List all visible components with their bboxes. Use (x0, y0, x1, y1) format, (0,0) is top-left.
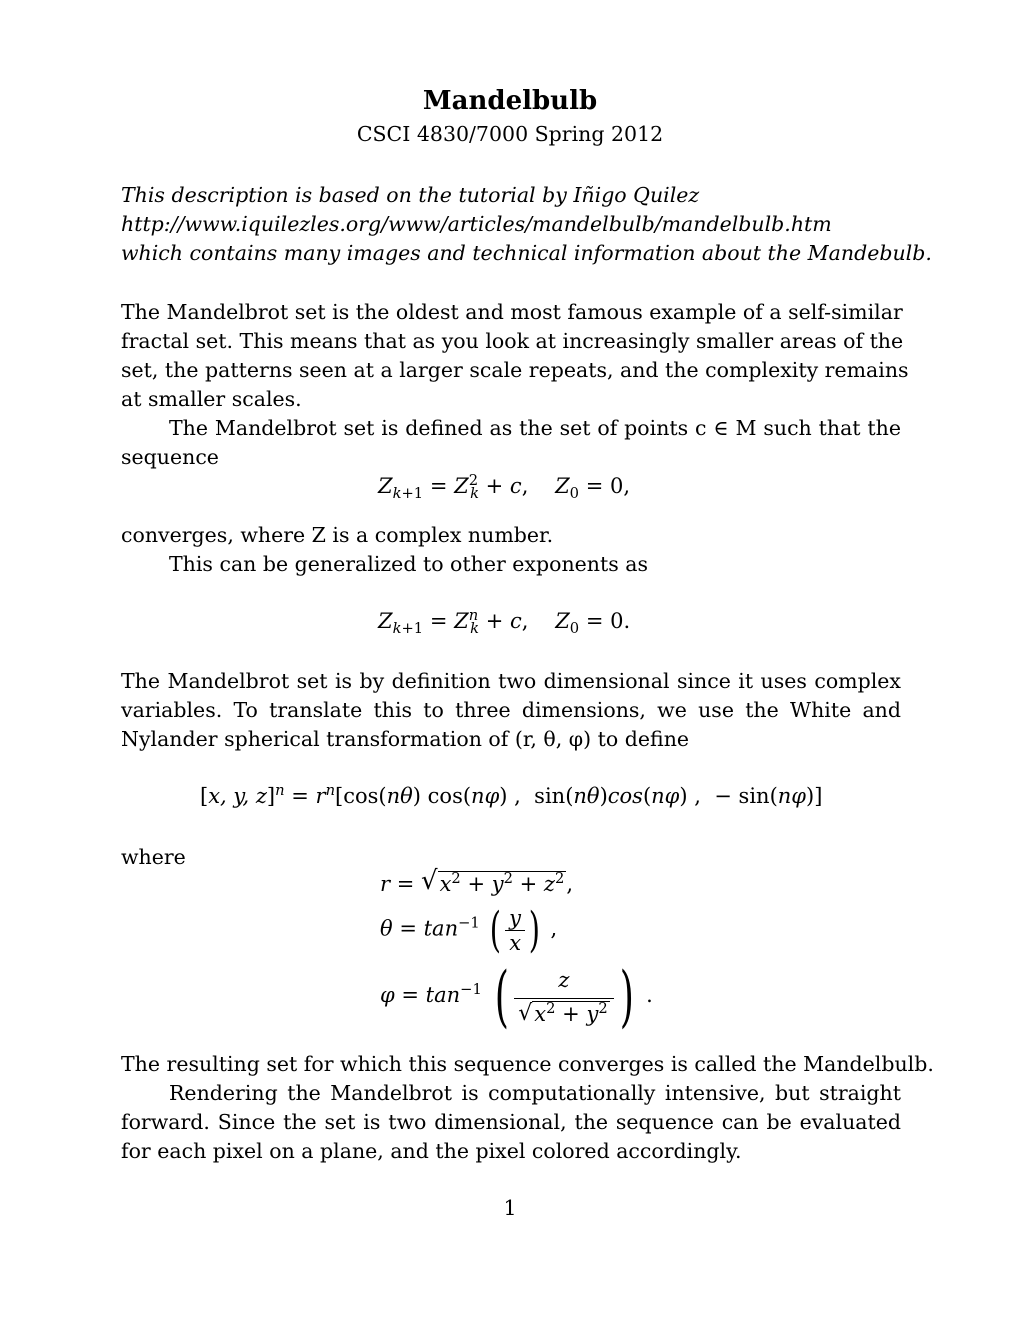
equation-r: $r = √x^2 + y^2 + z^2$, (380, 866, 574, 896)
equation-generalized: $Z_{k+1} = Z^n_k + c$, $Z_0 = 0$. (378, 607, 631, 638)
para5-line-1: The resulting set for which this sequence converges is called the Mandelbulb. (121, 1052, 934, 1076)
page-subtitle: CSCI 4830/7000 Spring 2012 (356, 122, 664, 146)
page-title: Mandelbulb (422, 86, 598, 116)
equation-theta: $\theta = \tan^{-1}$ ( $\frac{y}{x}$ ) , (380, 902, 558, 958)
para1-line-1: The Mandelbrot set is the oldest and most famous example of a self-similar (121, 300, 903, 324)
equation-mandelbrot: $Z_{k+1} = Z^2_k + c$, $Z_0 = 0$, (378, 472, 631, 503)
intro-line-3: which contains many images and technical information about the Mandebulb. (121, 241, 932, 265)
para5-line-4: for each pixel on a plane, and the pixel colored accordingly. (121, 1139, 742, 1163)
para1-line-4: at smaller scales. (121, 387, 302, 411)
equation-phi: $\varphi = \tan^{-1}$ ( $\frac{z}{√x^2 + y^2}$ ) . (380, 958, 653, 1035)
page-number: 1 (503, 1196, 517, 1220)
para3-line-1: converges, where Z is a complex number. (121, 523, 554, 547)
para3-line-2: This can be generalized to other exponents as (169, 552, 648, 576)
para4-line-2: variables. To translate this to three dimensions, we use the White and (121, 698, 901, 722)
intro-url: http://www.iquilezles.org/www/articles/mandelbulb/mandelbulb.htm (121, 212, 832, 236)
para1-line-3: set, the patterns seen at a larger scale repeats, and the complexity remains (121, 358, 909, 382)
para5-line-2: Rendering the Mandelbrot is computationally intensive, but straight (169, 1081, 901, 1105)
para5-line-3: forward. Since the set is two dimensional, the sequence can be evaluated (121, 1110, 901, 1134)
intro-line-1: This description is based on the tutorial by Iñigo Quilez (121, 183, 700, 207)
para4-line-1: The Mandelbrot set is by definition two dimensional since it uses complex (121, 669, 901, 693)
para4-line-3: Nylander spherical transformation of (r, θ, φ) to define (121, 727, 690, 751)
equation-spherical: [x, y, $z]^n = r^n[\cos(n\theta)$ cos(nφ) , sin(nθ)cos(nφ) , − sin(nφ)] (200, 782, 823, 808)
para2-line-2: sequence (121, 445, 219, 469)
where-label: where (121, 845, 186, 869)
para1-line-2: fractal set. This means that as you look at increasingly smaller areas of the (121, 329, 904, 353)
para2-line-1: The Mandelbrot set is defined as the set of points c ∈ M such that the (169, 416, 901, 440)
